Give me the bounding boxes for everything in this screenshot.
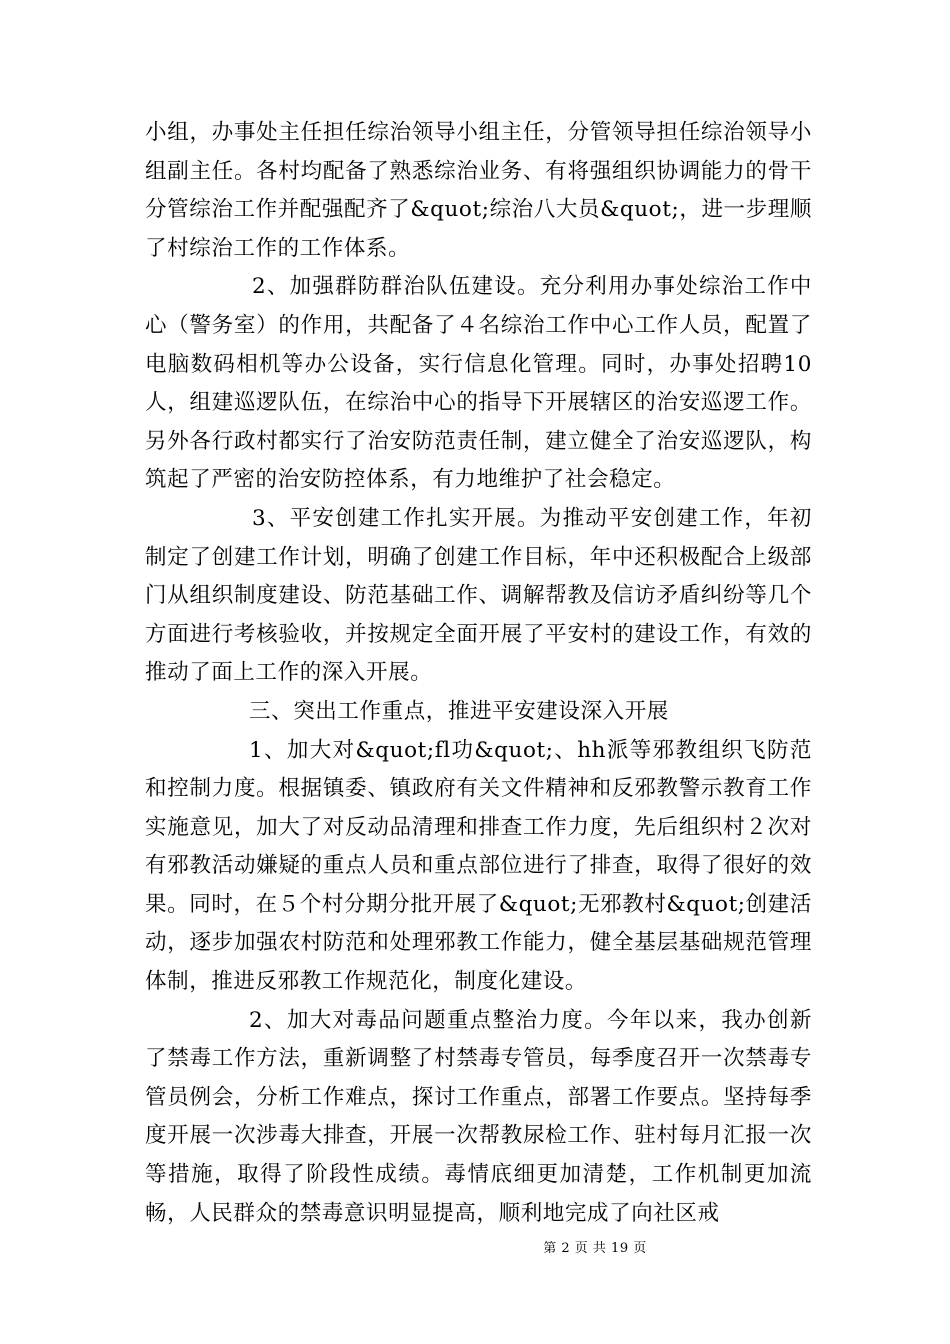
paragraph-safety-creation: 3、平安创建工作扎实开展。为推动平安创建工作，年初制定了创建工作计划，明确了创建工作目标，年中还积极配合上级部门从组织制度建设、防范基础工作、调解帮教及信访矛盾纠纷等几个方面进行考核验收，并按规定全面开展了平安村的建设工作，有效的推动了面上工作的深入开展。 (145, 505, 812, 686)
section-heading: 三、突出工作重点，推进平安建设深入开展 (249, 698, 669, 724)
paragraph-team-building: 2、加强群防群治队伍建设。充分利用办事处综治工作中心（警务室）的作用，共配备了４名综治工作中心工作人员，配置了电脑数码相机等办公设备，实行信息化管理。同时，办事处招聘10人，组建巡逻队伍，在综治中心的指导下开展辖区的治安巡逻工作。另外各行政村都实行了治安防范责任制，建立健全了治安巡逻队，构筑起了严密的治安防控体系，有力地维护了社会稳定。 (145, 274, 812, 493)
page-number-footer: 第 2 页 共 19 页 (543, 1241, 647, 1256)
paragraph-anti-cult: 1、加大对&quot;fl功&quot;、hh派等邪教组织飞防范和控制力度。根据镇委、镇政府有关文件精神和反邪教警示教育工作实施意见，加大了对反动品清理和排查工作力度，先后组织村２次对有邪教活动嫌疑的重点人员和重点部位进行了排查，取得了很好的效果。同时，在５个村分期分批开展了&quot;无邪教村&quot;创建活动，逐步加强农村防范和处理邪教工作能力，健全基层基础规范管理体制，推进反邪教工作规范化，制度化建设。 (145, 737, 812, 995)
paragraph-anti-drug: 2、加大对毒品问题重点整治力度。今年以来，我办创新了禁毒工作方法，重新调整了村禁毒专管员，每季度召开一次禁毒专管员例会，分析工作难点，探讨工作重点，部署工作要点。坚持每季度开展一次涉毒大排查，开展一次帮教尿检工作、驻村每月汇报一次等措施，取得了阶段性成绩。毒情底细更加清楚，工作机制更加流畅，人民群众的禁毒意识明显提高，顺利地完成了向社区戒 (145, 1007, 812, 1226)
paragraph-continued: 小组，办事处主任担任综治领导小组主任，分管领导担任综治领导小组副主任。各村均配备了熟悉综治业务、有将强组织协调能力的骨干分管综治工作并配强配齐了&quot;综治八大员&quot;，进一步理顺了村综治工作的工作体系。 (145, 120, 812, 261)
document-body (145, 114, 812, 1233)
